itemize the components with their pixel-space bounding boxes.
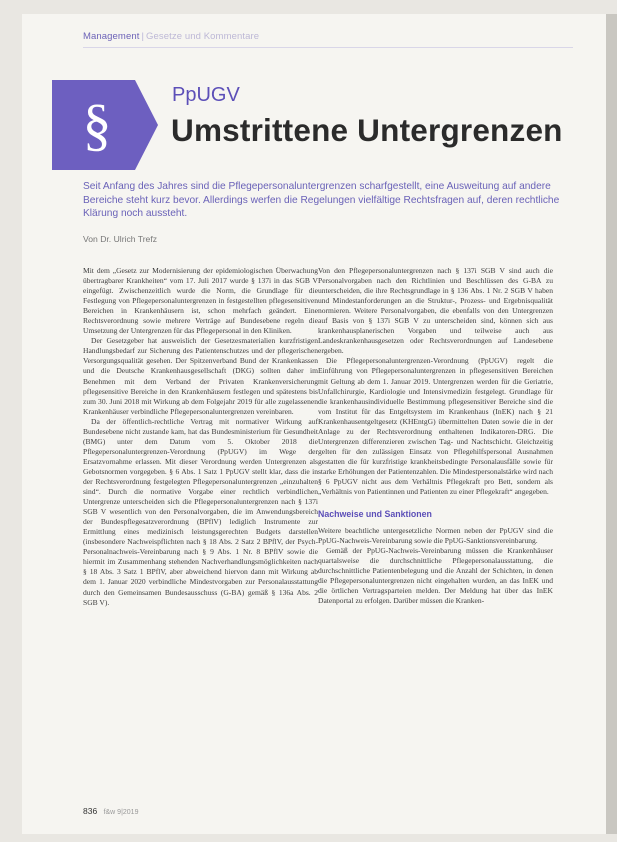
section-symbol: § — [82, 92, 112, 157]
article-author: Von Dr. Ulrich Trefz — [83, 234, 158, 244]
section-separator: | — [141, 31, 145, 42]
body-paragraph: Von den Pflegepersonaluntergrenzen nach § 137i SGB V sind auch die Personalvorgaben nach den Richtlinien und Beschlüssen des G-BA zu unterscheiden, die ihre Rechtsgrundlage in § 136 Abs. 1 Nr. 2 SGB V haben und Mindestanforderungen an die Struktur-, Prozess- und Ergebnisqualität normieren. Weitere Personalvorgaben, die ebenfalls von den Untergrenzen auf Basis von § 137i SGB V zu unterscheiden sind, können sich aus krankenhausplanerischen Vorgaben und teilweise auch aus Landeskrankenhausgesetzen oder Rechtsverordnungen auf Landesebene ergeben. — [318, 266, 553, 356]
article-kicker: PpUGV — [172, 84, 240, 106]
rubric-divider — [83, 47, 573, 48]
body-paragraph: Mit dem „Gesetz zur Modernisierung der epidemiologischen Überwachung übertragbarer Krankheiten“ vom 17. Juli 2017 wurde § 137i in das SGB V eingefügt. Zwischenzeitlich wurde die Norm, die Grundlage für die Festlegung von Pflegepersonaluntergrenzen in festgestellten pflegesensitiven Bereichen in Krankenhäusern ist, schon mehrfach geändert. Eine Rechtsverordnung sowie mehrere Verträge auf Bundesebene regeln die Umsetzung der Untergrenzen für das Pflegepersonal in den Kliniken. — [83, 266, 318, 336]
subsection-label: Gesetze und Kommentare — [146, 31, 260, 42]
page-footer — [83, 806, 138, 816]
section-symbol-icon — [52, 80, 158, 170]
article-lead: Seit Anfang des Jahres sind die Pflegepersonaluntergrenzen scharfgestellt, eine Ausweitung auf andere Bereiche steht kurz bevor. Allerdings werfen die Regelungen vielfältige Rechtsfragen auf, deren rechtliche Klärung noch aussteht. — [83, 181, 560, 220]
page-number: 836 — [83, 806, 98, 816]
page-edge — [606, 14, 617, 834]
text-column-right — [318, 266, 553, 607]
paragraph-tag — [52, 80, 158, 170]
text-column-left — [83, 266, 318, 608]
body-paragraph: Da der öffentlich-rechtliche Vertrag mit normativer Wirkung auf Bundesebene nicht zustande kam, hat das Bundesministerium für Gesundheit (BMG) unter dem Datum vom 5. Oktober 2018 die Pflegepersonaluntergrenzen-Verordnung (PpUGV) im Wege der Ersatzvornahme erlassen. Mit dieser Verordnung werden Untergrenzen als Gebotsnormen vorgegeben. § 6 Abs. 1 Satz 1 PpUGV stellt klar, dass die in der Rechtsverordnung festgelegten Pflegepersonaluntergrenzen „einzuhalten sind“. Durch die normative Vorgabe einer rechtlich verbindlichen Untergrenze unterscheiden sich die Pflegepersonaluntergrenzen nach § 137i SGB V wesentlich von den Personalvorgaben, die im Anwendungsbereich der Bundespflegesatzverordnung (BPflV) lediglich Instrumente zur Ermittlung eines medizinisch leistungsgerechten Budgets darstellen (insbesondere Nachweispflichten nach § 18 Abs. 2 Satz 2 BPflV, der Psych-Personalnachweis-Vereinbarung nach § 9 Abs. 1 Nr. 8 BPflV sowie die hiermit im Zusammenhang stehenden Nachverhandlungsmöglichkeiten nach § 18 Abs. 3 Satz 1 BPflV, aber abweichend hiervon dann mit Wirkung ab dem 1. Januar 2020 verbindliche Mindestvorgaben zur Personalausstattung durch den Gemeinsamen Bundesausschuss (G-BA) gemäß § 136a Abs. 2 SGB V). — [83, 416, 318, 607]
body-paragraph: Weitere beachtliche untergesetzliche Normen neben der PpUGV sind die PpUG-Nachweis-Vereinbarung sowie die PpUG-Sanktionsvereinbarung. — [318, 526, 553, 546]
section-heading: Nachweise und Sanktionen — [318, 509, 432, 520]
body-paragraph: Der Gesetzgeber hat ausweislich der Gesetzesmaterialien kurzfristigen Handlungsbedarf zur Sicherung des Patientenschutzes und der pflegerischen Versorgungsqualität gesehen. Der Spitzenverband Bund der Krankenkassen und die Deutsche Krankenhausgesellschaft (DKG) sollten daher im Benehmen mit dem Verband der Privaten Krankenversicherung pflegesensitive Bereiche in den Krankenhäusern festlegen und spätestens bis zum 30. Juni 2018 mit Wirkung ab dem Folgejahr 2019 für alle zugelassenen Krankenhäuser verbindliche Pflegepersonaluntergrenzen vereinbaren. — [83, 336, 318, 416]
magazine-issue: f&w 9|2019 — [103, 809, 139, 816]
body-paragraph: Die Pflegepersonaluntergrenzen-Verordnung (PpUGV) regelt die Einführung von Pflegepersonaluntergrenzen in pflegesensitiven Bereichen mit Geltung ab dem 1. Januar 2019. Untergrenzen werden für die Geriatrie, Unfallchirurgie, Kardiologie und Intensivmedizin festgelegt. Grundlage für die krankenhausindividuelle Bestimmung pflegesensitiver Bereiche sind die vom Institut für das Entgeltsystem im Krankenhaus (InEK) nach § 21 Krankenhausentgeltgesetz (KHEntgG) übermittelten Daten sowie die in der Anlage zu der Rechtsverordnung enthaltenen Indikatoren-DRG. Die Untergrenzen differenzieren zwischen Tag- und Nachtschicht. Gleichzeitig gelten für den zulässigen Einsatz von Pflegehilfspersonal Ausnahmen gestatten die für kurzfristige krankheitsbedingte Personalausfälle sowie für starke Erhöhungen der Patientenzahlen. Die Mindestpersonalstärke wird nach § 6 PpUGV nicht aus dem Verhältnis Pflegekraft pro Bett, sondern als „Verhältnis von Patientinnen und Patienten zu einer Pflegekraft“ angegeben. — [318, 356, 553, 497]
article-title: Umstrittene Untergrenzen — [171, 112, 563, 148]
section-label: Management — [83, 31, 140, 42]
section-rubric — [83, 31, 259, 42]
body-paragraph: Gemäß der PpUG-Nachweis-Vereinbarung müssen die Krankenhäuser quartalsweise die durchschnittliche Pflegepersonalausstattung, die durchschnittliche Patientenbelegung und die Anzahl der Schichten, in denen die Pflegepersonaluntergrenzen nicht eingehalten wurden, an das InEK und die örtlichen Vertragsparteien melden. Der Meldung hat über das InEK Datenportal zu erfolgen. Darüber müssen die Kranken- — [318, 546, 553, 606]
